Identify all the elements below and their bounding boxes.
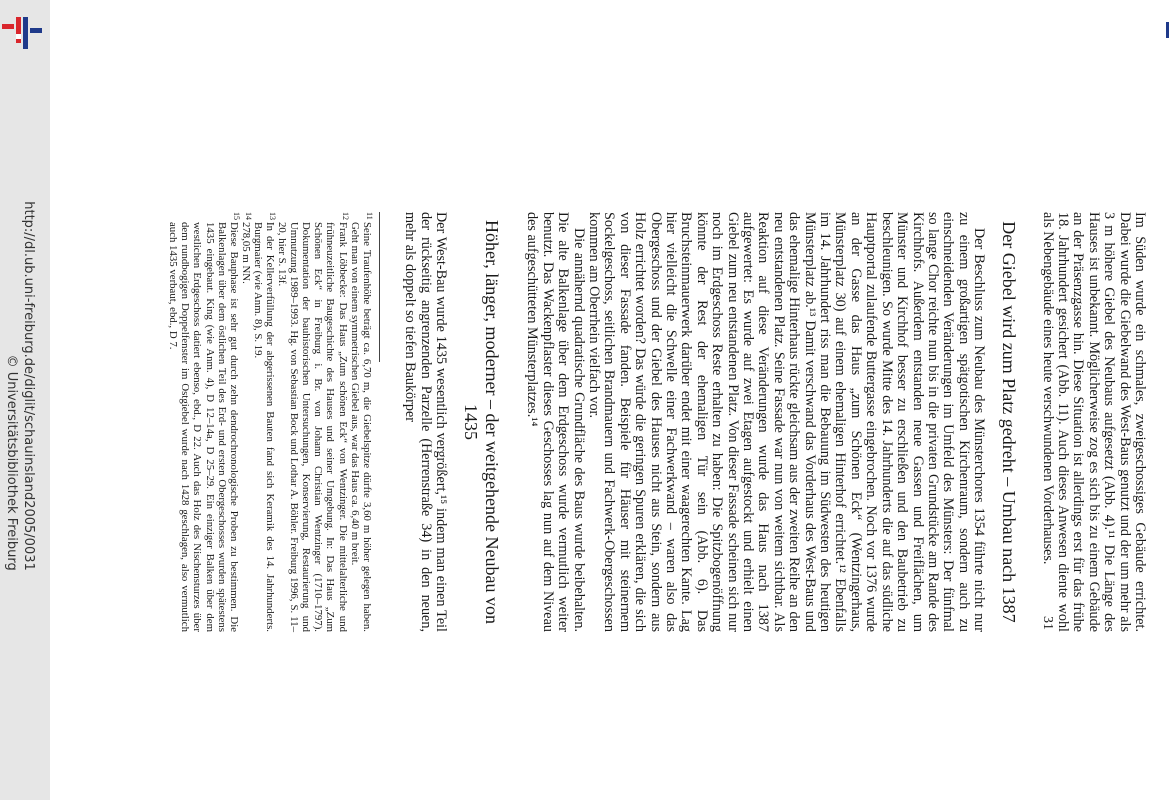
footnote-number: 11 (364, 212, 374, 220)
footnote (349, 212, 373, 632)
footnote-divider (379, 212, 380, 362)
scanned-page-viewport (50, 0, 1160, 800)
section1-paragraph-1: Der Beschluss zum Neubau des Münsterchores 1354 führte nicht nur zu einem großartigen spätgotischen Kirchenraum, sondern auch zu einschneidenden Veränderungen im Umfeld des Münsters: Der fünfmal so lange Chor reichte nun bis in die privaten Grundstücke am Rande des Kirchhofs. Außerdem entstanden neue Gassen und Freiflächen, um Münster und Kirchhof besser zu erschließen und den Baubetrieb zu beschleunigen. So wurde Mitte des 14. Jahrhunderts die auf das südliche Hauptportal zulaufende Buttergasse eingebrochen. Noch vor 1376 wurde an der Gasse das Haus „zum Schönen Eck“ (Wentzingerhaus, Münsterplatz 30) auf einem ehemaligen Hinterhof errichtet.¹² Ebenfalls im 14. Jahrhundert riss man die Bebauung im Südwesten des heutigen Münsterplatz ab.¹³ Damit verschwand das Vorderhaus des West-Baus und das ehemalige Hinterhaus rückte gleichsam aus der zweiten Reihe an den neu entstandenen Platz. Seine Fassade war nun von weitem sichtbar. Als Reaktion auf diese Veränderungen wurde das Haus nach 1387 aufgewertet: Es wurde auf zwei Etagen aufgestockt und erhielt einen Giebel zum neu entstandenen Platz. Von dieser Fassade scheinen sich nur noch im Erdgeschoss Reste erhalten zu haben: Die Spitzbogenöffnung könnte der Rest der ehemaligen Tür sein (Abb. 6). Das Bruchsteinmauerwerk darüber endet mit einer waagerechten Kante. Lag hier vielleicht die Schwelle einer Fachwerkwand – waren also das Obergeschoss und der Giebel des Hauses nicht aus Stein, sondern aus Holz errichtet worden? Das würde die geringen Spuren erklären, die sich von dieser Fassade fanden. Beispiele für Häuser mit steinernem Sockelgeschoss, seitlichen Brandmauern und Fachwerk-Obergeschossen kommen am Oberrhein vielfach vor. (586, 212, 988, 632)
footnote-text: Diese Bauphase ist sehr gut durch zehn dendrochronologische Proben zu bestimmen. Die Balkenlagen über dem östlichen Teil des Erd- und ersten Obergeschosses wurden spätestens 1435 eingebaut. King (wie Anm. 4), D 12–14a, D 25–29. Ein einziger Balken über dem westlichen Erdgeschoss datiert ebenso, ebd., D 22. Auch das Holz des Nischensturzes über dem rundbogigen Doppelfenster im Ostgiebel wurde nach 1428 geschlagen, also vermutlich auch 1435 verbaut, ebd., D 7. (167, 222, 240, 632)
footnote-text: Frank Löbbecke: Das Haus „Zum schönen Eck“ von Wentzinger. Die mittelalterliche und frühneuzeitliche Baugeschichte des Hauses und seiner Umgebung. In: Das Haus „Zum Schönen Eck“ in Freiburg i. Br. von Johann Christian Wentzinger (1710–1797). Dokumentation der bauhistorischen Untersuchungen, Konservierung, Restaurierung und Umnutzung 1989–1993. Hg. von Sebastian Bock und Lothar A. Böhler. Freiburg 1996, S. 11–20, hier S. 13f. (276, 222, 349, 632)
intro-paragraph: Im Süden wurde ein schmales, zweigeschossiges Gebäude errichtet. Dabei wurde die Giebelwand des West-Baus genutzt und der um mehr als 3 m höhere Giebel des Neubaus aufgesetzt (Abb. 4).¹¹ Die Länge des Hauses ist unbekannt. Möglicherweise zog es sich bis zu einem Gebäude an der Präsenzgasse hin. Diese Situation ist allerdings erst für das frühe 18. Jahrhundert gesichert (Abb. 11). Auch dieses Anwesen diente wohl als Nebengebäude eines heute verschwundenen Vorderhauses. (1039, 212, 1148, 632)
scanned-page (55, 0, 1155, 800)
footnote (252, 212, 276, 632)
page-edge (1160, 0, 1176, 800)
footnote (276, 212, 349, 632)
footnote-text: 278,05 m NN. (239, 222, 252, 284)
footnote-text: In der Kellerverfüllung der abgerissenen Bauten fand sich Keramik des 14. Jahrhunderts. Burgmaier (wie Anm. 8), S. 19. (251, 222, 276, 632)
footnote-number: 12 (340, 212, 350, 220)
section-heading-2: Höher, länger, moderner – der weitgehende Neubau von 1435 (460, 220, 502, 624)
footnote (167, 212, 240, 632)
section2-paragraph-1: Der West-Bau wurde 1435 wesentlich vergrößert,¹⁵ indem man einen Teil der rückseitig angrenzenden Parzelle (Herrenstraße 34) in den neuen, mehr als doppelt so tiefen Baukörper (402, 212, 449, 632)
section1-paragraph-2: Die annähernd quadratische Grundfläche des Baus wurde beibehalten. Die alte Balkenlage über dem Erdgeschoss wurde vermutlich weiter benutzt. Das Wackenpflaster dieses Geschosses lag nun auf dem Niveau des aufgeschütteten Münsterplatzes.¹⁴ (524, 212, 587, 632)
footnote-number: 13 (268, 212, 277, 220)
copyright-notice: © Universitätsbibliothek Freiburg (4, 354, 19, 571)
source-url[interactable]: http://dl.ub.uni-freiburg.de/diglit/schauinsland2005/0031 (21, 201, 36, 571)
viewer-sidebar (0, 0, 50, 800)
university-library-freiburg-logo-icon (0, 14, 48, 54)
footnote-number: 15 (231, 212, 241, 220)
footnote-number: 14 (243, 212, 253, 220)
footnote (240, 212, 252, 632)
footnote-text: Seine Traufenhöhe beträgt ca. 6,70 m, die Giebelspitze dürfte 3,60 m höher gelegen haben. Geht man von einem symmetrischen Giebel aus, war das Haus ca. 6,40 m breit. (348, 222, 373, 632)
section-heading-1: Der Giebel wird zum Platz gedreht – Umbau nach 1387 (999, 221, 1020, 623)
scroll-marker-icon[interactable] (1166, 22, 1169, 38)
page-number: 31 (1040, 616, 1055, 630)
